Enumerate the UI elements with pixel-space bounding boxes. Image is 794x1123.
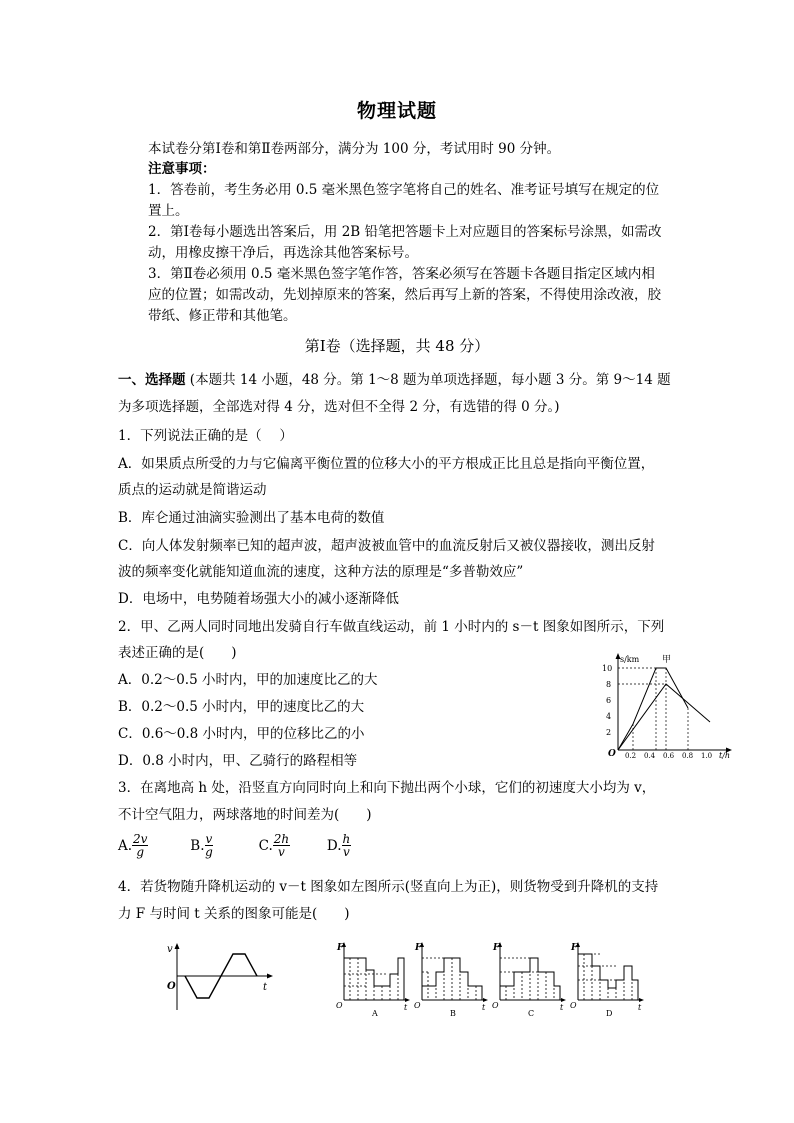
q4-stem-cont: 力 F 与时间 t 关系的图象可能是( ) <box>118 906 350 922</box>
q1-option-b: B．库仑通过油滴实验测出了基本电荷的数值 <box>118 510 385 526</box>
q4-panel-a-label: A <box>372 1009 378 1018</box>
q1-option-a-cont: 质点的运动就是简谐运动 <box>118 482 267 498</box>
q1-stem: 1．下列说法正确的是（ ） <box>118 428 293 444</box>
q2-graph-ytick: 10 <box>602 664 613 673</box>
part1-desc: (本题共 14 小题，48 分。第 1～8 题为单项选择题，每小题 3 分。第 9～14 题 <box>189 372 671 388</box>
q4-panel-b <box>414 940 492 1020</box>
q2-option-d: D．0.8 小时内，甲、乙骑行的路程相等 <box>118 753 358 769</box>
q4-panel-b-label: B <box>450 1009 456 1018</box>
q1-option-c-cont: 波的频率变化就能知道血流的速度，这种方法的原理是“多普勒效应” <box>118 564 524 580</box>
svg-text:F: F <box>337 943 344 953</box>
q2-graph-label-jia: 甲 <box>662 655 672 665</box>
q4-panel-a <box>336 940 414 1020</box>
q2-graph-xtick: 0.2 <box>625 752 637 760</box>
q1-option-a: A．如果质点所受的力与它偏离平衡位置的位移大小的平方根成正比且总是指向平衡位置， <box>118 456 655 472</box>
q4-stem: 4．若货物随升降机运动的 v－t 图象如左图所示(竖直向上为正)，则货物受到升降机的支持 <box>118 879 659 895</box>
q2-graph-ytick: 8 <box>606 680 612 689</box>
q4-vt-xlabel: t <box>263 982 268 993</box>
q2-graph-ylabel: s/km <box>620 655 640 664</box>
q2-graph-ytick: 4 <box>606 712 612 721</box>
q1-option-c: C．向人体发射频率已知的超声波，超声波被血管中的血流反射后又被仪器接收，测出反射 <box>118 538 655 554</box>
q2-option-c: C．0.6～0.8 小时内，甲的位移比乙的小 <box>118 726 365 742</box>
q3-option-c: C. $\frac{2h}{v}$ <box>258 832 290 859</box>
notice-line: 3．第Ⅱ卷必须用 0.5 毫米黑色签字笔作答，答案必须写在答题卡各题目指定区域内相 <box>148 266 655 282</box>
q2-graph-ytick: 2 <box>606 728 612 737</box>
q3-option-b: B. $\frac{v}{g}$ <box>190 832 213 859</box>
part1-label: 一、选择题 <box>118 372 186 388</box>
q4-vt-graph <box>165 940 280 1012</box>
notice-line: 2．第Ⅰ卷每小题选出答案后，用 2B 铅笔把答题卡上对应题目的答案标号涂黑，如需改 <box>148 224 662 240</box>
notice-line: 应的位置；如需改动，先划掉原来的答案，然后再写上新的答案，不得使用涂改液，胶 <box>148 287 661 303</box>
q2-option-a: A．0.2～0.5 小时内，甲的加速度比乙的大 <box>118 672 378 688</box>
q2-stem-cont: 表述正确的是( ) <box>118 645 237 661</box>
q2-graph-xtick: 0.6 <box>663 752 675 760</box>
svg-text:t: t <box>638 1003 642 1012</box>
q2-graph-xtick: 0.4 <box>644 752 656 760</box>
svg-text:O: O <box>492 1001 499 1010</box>
notice-line: 置上。 <box>148 203 189 219</box>
q3-option-d: D. $\frac{h}{v}$ <box>326 832 351 859</box>
intro-text: 本试卷分第Ⅰ卷和第Ⅱ卷两部分，满分为 100 分，考试用时 90 分钟。 <box>148 141 561 157</box>
q4-vt-origin: O <box>167 981 176 992</box>
svg-text:O: O <box>336 1001 343 1010</box>
q2-stem: 2．甲、乙两人同时同地出发骑自行车做直线运动，前 1 小时内的 s－t 图象如图所示，下列 <box>118 619 665 635</box>
q3-option-a: A. $\frac{2v}{g}$ <box>118 832 148 859</box>
notice-line: 1．答卷前，考生务必用 0.5 毫米黑色签字笔将自己的姓名、准考证号填写在规定的位 <box>148 182 660 198</box>
q4-panel-c-label: C <box>528 1009 535 1018</box>
q2-graph-origin: O <box>608 749 616 759</box>
q1-option-d: D．电场中，电势随着场强大小的减小逐渐降低 <box>118 591 399 607</box>
svg-text:t: t <box>560 1003 564 1012</box>
notice-heading: 注意事项： <box>148 161 216 177</box>
svg-text:t: t <box>482 1003 486 1012</box>
q2-st-graph <box>600 650 740 760</box>
q3-stem-cont: 不计空气阻力，两球落地的时间差为( ) <box>118 807 372 823</box>
q4-vt-ylabel: v <box>167 944 173 955</box>
section-title: 第Ⅰ卷（选择题，共 48 分） <box>304 337 490 355</box>
svg-text:F: F <box>493 943 500 953</box>
notice-line: 动，用橡皮擦干净后，再选涂其他答案标号。 <box>148 245 418 261</box>
svg-text:O: O <box>414 1001 421 1010</box>
svg-text:O: O <box>570 1001 577 1010</box>
q2-graph-xlabel: t/h <box>719 751 731 760</box>
q2-option-b: B．0.2～0.5 小时内，甲的速度比乙的大 <box>118 699 365 715</box>
page-title: 物理试题 <box>356 100 437 122</box>
q3-options <box>118 833 698 869</box>
part1-desc-line2: 为多项选择题，全部选对得 4 分，选对但不全得 2 分，有选错的得 0 分。) <box>118 399 560 415</box>
q2-graph-xtick: 1.0 <box>701 752 713 760</box>
q4-panel-d <box>570 940 648 1020</box>
svg-text:F: F <box>571 943 578 953</box>
notice-line: 带纸、修正带和其他笔。 <box>148 308 297 324</box>
q3-stem: 3．在离地高 h 处，沿竖直方向同时向上和向下抛出两个小球，它们的初速度大小均为 v， <box>118 780 656 796</box>
q4-panel-d-label: D <box>606 1009 613 1018</box>
q2-graph-xtick: 0.8 <box>682 752 694 760</box>
q4-panel-c <box>492 940 570 1020</box>
part1-heading <box>118 371 698 389</box>
svg-text:t: t <box>404 1003 408 1012</box>
q2-graph-ytick: 6 <box>606 696 612 705</box>
svg-text:F: F <box>415 943 422 953</box>
